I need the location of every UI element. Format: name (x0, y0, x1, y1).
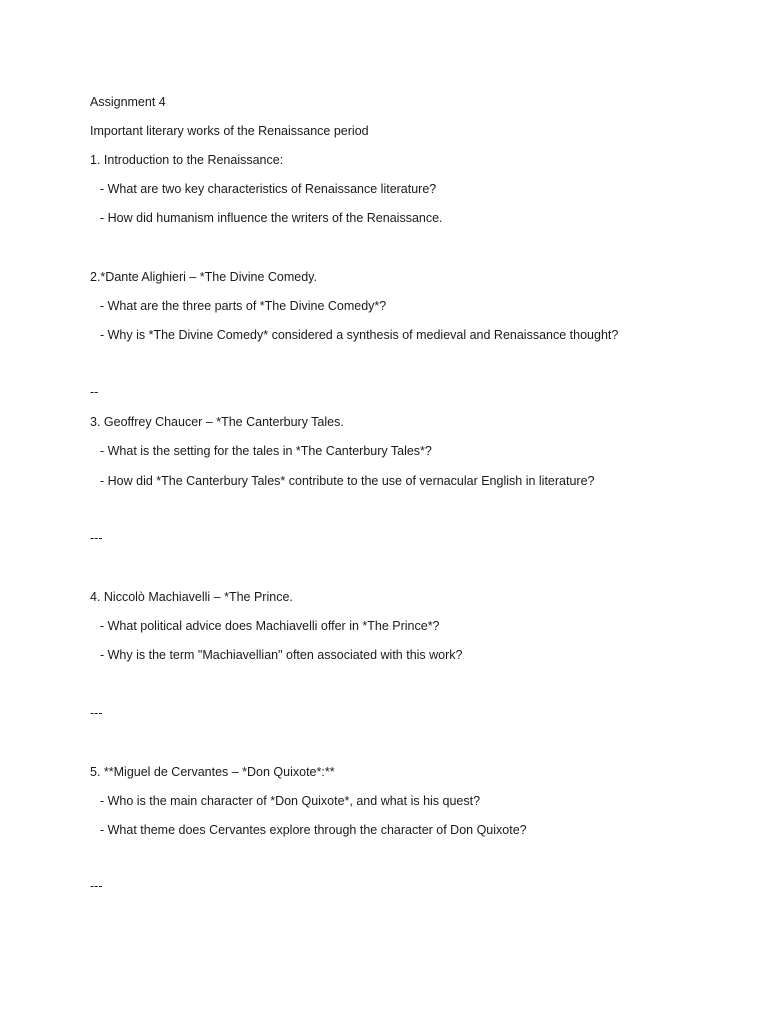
section-2-question-1: - What are the three parts of *The Divine Comedy*? (100, 299, 387, 313)
section-2-heading: 2.*Dante Alighieri – *The Divine Comedy. (90, 270, 317, 284)
section-1-question-1: - What are two key characteristics of Renaissance literature? (100, 182, 437, 196)
section-1-heading: 1. Introduction to the Renaissance: (90, 153, 284, 167)
section-5-question-2: - What theme does Cervantes explore through the character of Don Quixote? (100, 823, 527, 837)
section-1-question-2: - How did humanism influence the writers of the Renaissance. (100, 211, 443, 225)
section-4-heading: 4. Niccolò Machiavelli – *The Prince. (90, 590, 293, 604)
section-5-heading: 5. **Miguel de Cervantes – *Don Quixote*:** (90, 765, 335, 779)
section-2-separator: -- (90, 385, 99, 399)
document-subtitle: Important literary works of the Renaissance period (90, 124, 369, 138)
document-title: Assignment 4 (90, 95, 166, 109)
section-3-heading: 3. Geoffrey Chaucer – *The Canterbury Tales. (90, 415, 344, 429)
section-3-separator: --- (90, 531, 103, 545)
section-4-question-1: - What political advice does Machiavelli offer in *The Prince*? (100, 619, 440, 633)
section-4-question-2: - Why is the term "Machiavellian" often associated with this work? (100, 648, 463, 662)
section-4-separator: --- (90, 706, 103, 720)
section-3-question-2: - How did *The Canterbury Tales* contribute to the use of vernacular English in literature? (100, 474, 595, 488)
section-3-question-1: - What is the setting for the tales in *The Canterbury Tales*? (100, 444, 432, 458)
section-5-question-1: - Who is the main character of *Don Quixote*, and what is his quest? (100, 794, 481, 808)
section-5-separator: --- (90, 879, 103, 893)
section-2-question-2: - Why is *The Divine Comedy* considered a synthesis of medieval and Renaissance thought? (100, 328, 619, 342)
